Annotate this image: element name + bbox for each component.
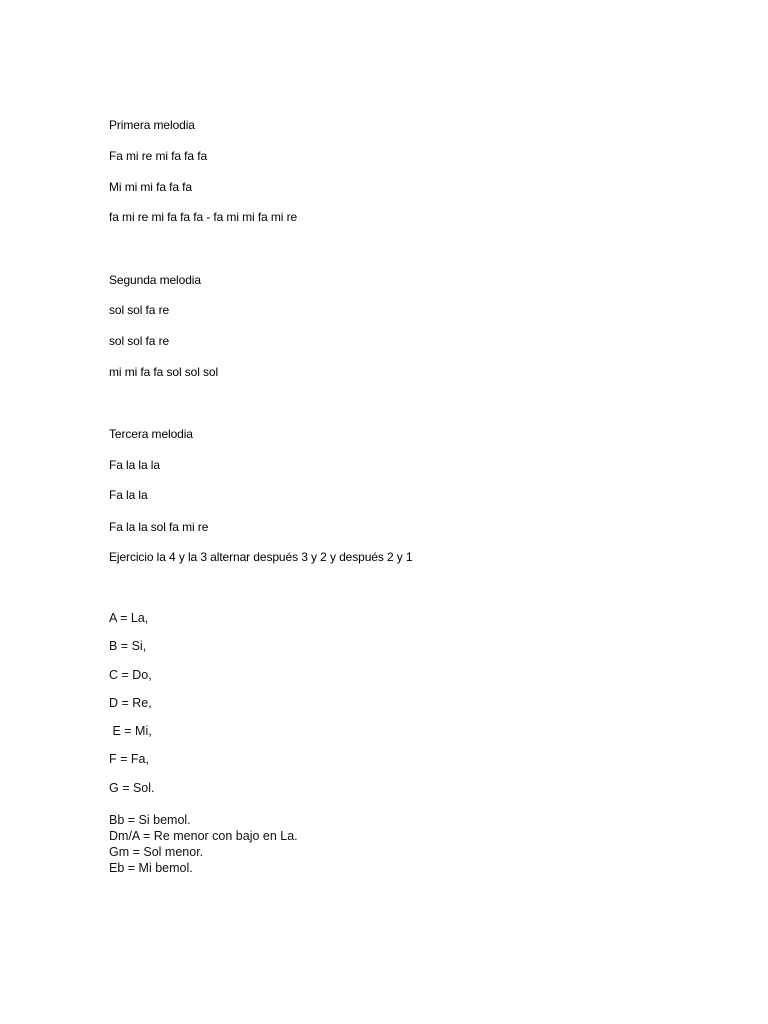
note-b: B = Si, — [109, 639, 147, 653]
melody-1-line-1: Fa mi re mi fa fa fa — [109, 149, 208, 163]
exercise-text: Ejercicio la 4 y la 3 alternar después 3 y 2 y después 2 y 1 — [109, 550, 413, 564]
melody-3-line-1: Fa la la la — [109, 458, 160, 472]
chord-eb: Eb = Mi bemol. — [109, 861, 193, 875]
note-c: C = Do, — [109, 668, 152, 682]
melody-2-line-1: sol sol fa re — [109, 303, 170, 317]
note-e: E = Mi, — [109, 724, 152, 738]
note-f: F = Fa, — [109, 752, 149, 766]
melody-3-title: Tercera melodia — [109, 427, 193, 441]
chord-bb: Bb = Si bemol. — [109, 813, 191, 827]
chord-gm: Gm = Sol menor. — [109, 845, 204, 859]
melody-1-line-3: fa mi re mi fa fa fa - fa mi mi fa mi re — [109, 210, 298, 224]
note-g: G = Sol. — [109, 781, 155, 795]
chord-dm-a: Dm/A = Re menor con bajo en La. — [109, 829, 298, 843]
note-d: D = Re, — [109, 696, 152, 710]
melody-1-title: Primera melodia — [109, 118, 195, 132]
melody-3-line-3: Fa la la sol fa mi re — [109, 520, 209, 534]
note-a: A = La, — [109, 611, 149, 625]
melody-3-line-2: Fa la la — [109, 488, 148, 502]
melody-2-title: Segunda melodia — [109, 273, 201, 287]
melody-2-line-3: mi mi fa fa sol sol sol — [109, 365, 219, 379]
melody-2-line-2: sol sol fa re — [109, 334, 170, 348]
melody-1-line-2: Mi mi mi fa fa fa — [109, 180, 192, 194]
